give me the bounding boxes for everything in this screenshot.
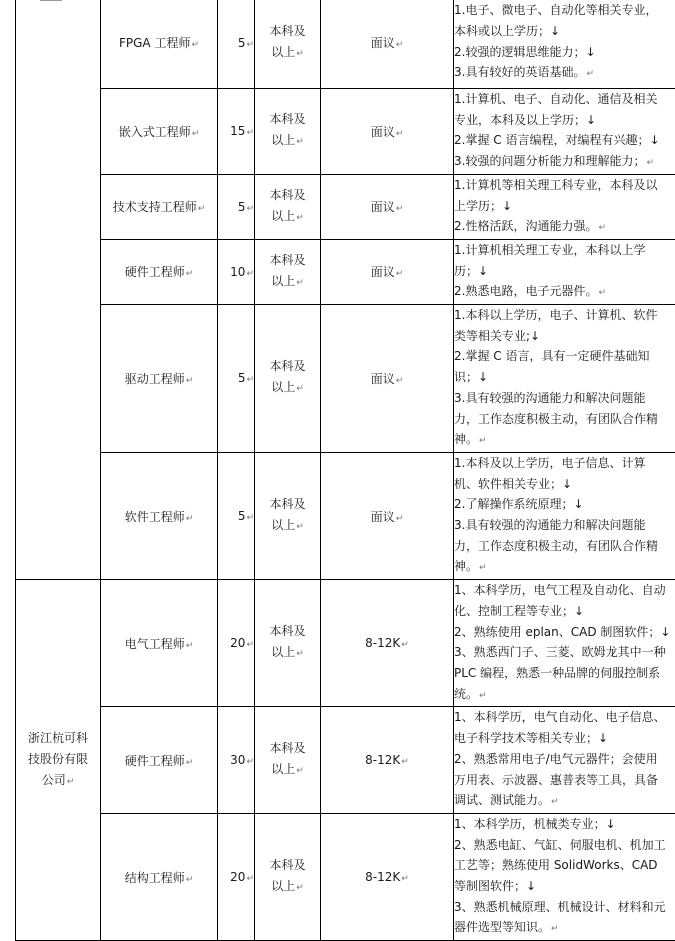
job-title-cell [101, 580, 218, 707]
requirement-line [454, 515, 675, 536]
job-title: 硬件工程师 [125, 265, 185, 279]
requirements-cell [454, 707, 675, 814]
requirement-line [454, 642, 675, 663]
salary-cell [321, 707, 454, 814]
requirements-cell [454, 813, 675, 940]
headcount-cell [218, 580, 255, 707]
paragraph-mark-icon: ↵ [396, 376, 404, 386]
requirement-line [454, 814, 675, 835]
paragraph-mark-icon: ↵ [246, 757, 254, 767]
job-title: 结构工程师 [125, 871, 185, 885]
salary-cell [321, 0, 454, 89]
requirement-text: 1、本科学历，电气工程及自动化、自动 [454, 583, 666, 597]
salary: 面议 [371, 200, 395, 214]
paragraph-mark-icon: ↵ [67, 777, 75, 787]
requirement-text: 2.较强的逻辑思维能力；↓ [454, 45, 596, 59]
requirement-line [454, 429, 675, 452]
paragraph-mark-icon: ↵ [479, 691, 487, 701]
paragraph-mark-icon: ↵ [396, 40, 404, 50]
requirement-text: 工艺等；熟练使用 SolidWorks、CAD [454, 858, 658, 872]
requirement-line [454, 21, 675, 42]
requirement-text: 3.较强的问题分析能力和理解能力； [454, 154, 645, 168]
education-cell [255, 707, 321, 814]
paragraph-mark-icon: ↵ [186, 758, 194, 768]
requirement-line [454, 216, 675, 239]
paragraph-mark-icon: ↵ [246, 640, 254, 650]
requirement-text: 历；↓ [454, 264, 488, 278]
job-title: FPGA 工程师 [119, 36, 190, 50]
requirement-text: 2.掌握 C 语言，具有一定硬件基础知 [454, 349, 649, 363]
company-cell [16, 580, 101, 941]
requirement-text: 3.具有较好的英语基础。 [454, 65, 585, 79]
education-line: 本科及 [269, 624, 305, 638]
education-cell [255, 305, 321, 453]
job-title-cell [101, 89, 218, 175]
job-title: 驱动工程师 [125, 372, 185, 386]
requirement-text: 力，工作态度积极主动，有团队合作精 [454, 412, 658, 426]
salary-cell [321, 174, 454, 239]
paragraph-mark-icon: ↵ [296, 384, 304, 394]
requirement-text: 2、熟练使用 eplan、CAD 制图软件；↓ [454, 625, 670, 639]
requirement-line [454, 0, 675, 21]
headcount-cell [218, 174, 255, 239]
requirement-line [454, 474, 675, 495]
paragraph-mark-icon: ↵ [192, 129, 200, 139]
education-line: 以上 [271, 879, 295, 893]
requirements-cell [454, 305, 675, 453]
requirement-line [454, 876, 675, 897]
requirement-text: 1.计算机相关理工专业，本科以上学 [454, 243, 645, 257]
paragraph-mark-icon: ↵ [296, 278, 304, 288]
requirement-text: 1、本科学历，机械类专业；↓ [454, 817, 616, 831]
requirements-cell [454, 239, 675, 304]
requirement-line [454, 835, 675, 856]
paragraph-mark-icon: ↵ [551, 797, 559, 807]
education-cell [255, 0, 321, 89]
requirement-text: 机、软件相关专业；↓ [454, 477, 572, 491]
requirement-text: 力，工作态度积极主动，有团队合作精 [454, 539, 658, 553]
table-row [16, 452, 675, 579]
requirement-text: 类等相关专业;↓ [454, 329, 540, 343]
headcount-cell [218, 89, 255, 175]
requirement-line [454, 790, 675, 813]
paragraph-mark-icon: ↵ [191, 40, 199, 50]
requirement-line [454, 601, 675, 622]
table-row [16, 0, 675, 89]
table-row [16, 813, 675, 940]
paragraph-mark-icon: ↵ [646, 158, 654, 168]
paragraph-mark-icon: ↵ [401, 757, 409, 767]
salary: 8-12K [365, 636, 400, 650]
job-title: 电气工程师 [125, 637, 185, 651]
requirement-line [454, 388, 675, 409]
requirement-line [454, 728, 675, 749]
requirements-cell [454, 174, 675, 239]
requirement-line [454, 240, 675, 261]
salary: 8-12K [365, 753, 400, 767]
education-line: 本科及 [269, 112, 305, 126]
headcount-cell [218, 239, 255, 304]
education-line: 以上 [271, 133, 295, 147]
requirement-line [454, 707, 675, 728]
company-name-line: 公司 [42, 773, 66, 787]
headcount: 20 [230, 870, 245, 884]
requirement-line [454, 281, 675, 304]
headcount: 30 [230, 753, 245, 767]
requirement-line [454, 367, 675, 388]
education-line: 以上 [271, 380, 295, 394]
paragraph-mark-icon: ↵ [186, 376, 194, 386]
requirement-text: 神。 [454, 432, 478, 446]
paragraph-mark-icon: ↵ [296, 213, 304, 223]
education-line: 本科及 [269, 188, 305, 202]
requirement-text: 2、熟悉常用电子/电气元器件；会使用 [454, 752, 658, 766]
requirement-line [454, 684, 675, 707]
job-title-cell [101, 813, 218, 940]
requirement-line [454, 130, 675, 151]
education-line: 本科及 [269, 858, 305, 872]
requirement-text: 1.计算机等相关理工科专业，本科及以 [454, 178, 657, 192]
education-line: 本科及 [269, 497, 305, 511]
requirement-text: 2、熟悉电缸、气缸、伺服电机、机加工 [454, 838, 666, 852]
headcount: 20 [230, 636, 245, 650]
requirement-line [454, 346, 675, 367]
salary: 面议 [371, 510, 395, 524]
requirement-text: 上学历；↓ [454, 199, 512, 213]
paragraph-mark-icon: ↵ [598, 223, 606, 233]
requirement-line [454, 453, 675, 474]
requirement-text: 1.本科及以上学历，电子信息、计算 [454, 456, 645, 470]
headcount-cell [218, 305, 255, 453]
requirement-text: 化、控制工程等专业；↓ [454, 604, 584, 618]
job-title-cell [101, 0, 218, 89]
paragraph-mark-icon: ↵ [296, 522, 304, 532]
job-title-cell [101, 305, 218, 453]
requirement-text: 识；↓ [454, 370, 488, 384]
table-row [16, 580, 675, 707]
education-cell [255, 452, 321, 579]
job-table [15, 0, 675, 941]
headcount: 5 [238, 200, 246, 214]
salary: 8-12K [365, 870, 400, 884]
paragraph-mark-icon: ↵ [246, 128, 254, 138]
requirement-line [454, 261, 675, 282]
job-title-cell [101, 174, 218, 239]
headcount: 15 [230, 124, 245, 138]
paragraph-mark-icon: ↵ [396, 204, 404, 214]
requirement-text: 2.掌握 C 语言编程，对编程有兴趣；↓ [454, 133, 660, 147]
job-title-cell [101, 707, 218, 814]
paragraph-mark-icon: ↵ [186, 514, 194, 524]
headcount: 5 [238, 371, 246, 385]
requirement-line [454, 305, 675, 326]
job-title: 嵌入式工程师 [119, 125, 191, 139]
requirement-text: 调试、测试能力。 [454, 793, 550, 807]
paragraph-mark-icon: ↵ [186, 269, 194, 279]
requirement-line [454, 770, 675, 791]
paragraph-mark-icon: ↵ [551, 924, 559, 934]
requirement-text: PLC 编程，熟悉一种品牌的伺服控制系 [454, 666, 660, 680]
paragraph-mark-icon: ↵ [246, 269, 254, 279]
requirement-line [454, 110, 675, 131]
education-line: 本科及 [269, 359, 305, 373]
requirement-line [454, 175, 675, 196]
requirement-text: 3.具有较强的沟通能力和解决问题能 [454, 391, 645, 405]
requirement-line [454, 89, 675, 110]
requirement-line [454, 897, 675, 918]
requirement-text: 本科或以上学历；↓ [454, 24, 560, 38]
requirement-line [454, 749, 675, 770]
salary-cell [321, 580, 454, 707]
requirement-text: 1.电子、微电子、自动化等相关专业， [454, 3, 657, 17]
paragraph-mark-icon: ↵ [401, 640, 409, 650]
requirement-line [454, 196, 675, 217]
education-line: 本科及 [269, 253, 305, 267]
paragraph-mark-icon: ↵ [246, 40, 254, 50]
education-line: 以上 [271, 762, 295, 776]
requirement-text: 2.了解操作系统原理；↓ [454, 497, 584, 511]
job-title: 技术支持工程师 [113, 200, 197, 214]
education-cell [255, 89, 321, 175]
job-title-cell [101, 452, 218, 579]
headcount-cell [218, 0, 255, 89]
paragraph-mark-icon: ↵ [586, 69, 594, 79]
requirement-text: 万用表、示波器、惠普表等工具，具备 [454, 773, 658, 787]
requirement-text: 器件选型等知识。 [454, 920, 550, 934]
company-name-line: 技股份有限 [28, 752, 88, 766]
company-cell [16, 0, 101, 580]
requirement-text: 专业，本科及以上学历；↓ [454, 113, 596, 127]
salary: 面议 [371, 372, 395, 386]
requirement-line [454, 622, 675, 643]
paragraph-mark-icon: ↵ [401, 874, 409, 884]
paragraph-mark-icon: ↵ [246, 513, 254, 523]
requirements-cell [454, 0, 675, 89]
paragraph-mark-icon: ↵ [479, 563, 487, 573]
paragraph-mark-icon: ↵ [598, 288, 606, 298]
paragraph-mark-icon: ↵ [396, 129, 404, 139]
salary-cell [321, 305, 454, 453]
education-cell [255, 813, 321, 940]
paragraph-mark-icon: ↵ [296, 883, 304, 893]
requirement-text: 3、熟悉西门子、三菱、欧姆龙其中一种 [454, 645, 666, 659]
table-row [16, 707, 675, 814]
requirement-text: 1、本科学历，电气自动化、电子信息、 [454, 710, 666, 724]
requirement-text: 等制图软件；↓ [454, 879, 536, 893]
paragraph-mark-icon: ↵ [246, 874, 254, 884]
education-cell [255, 174, 321, 239]
education-line: 本科及 [269, 24, 305, 38]
paragraph-mark-icon: ↵ [246, 204, 254, 214]
salary: 面议 [371, 125, 395, 139]
requirement-text: 2.性格活跃，沟通能力强。 [454, 219, 597, 233]
requirement-line [454, 409, 675, 430]
requirement-text: 1.计算机、电子、自动化、通信及相关 [454, 92, 657, 106]
salary: 面议 [371, 265, 395, 279]
requirements-cell [454, 580, 675, 707]
requirement-line [454, 494, 675, 515]
salary-cell [321, 239, 454, 304]
requirement-line [454, 151, 675, 174]
paragraph-mark-icon: ↵ [186, 641, 194, 651]
headcount-cell [218, 707, 255, 814]
paragraph-mark-icon: ↵ [396, 514, 404, 524]
paragraph-mark-icon: ↵ [296, 649, 304, 659]
requirement-text: 3、熟悉机械原理、机械设计、材料和元 [454, 900, 666, 914]
job-table-body [16, 0, 675, 941]
requirement-text: 2.熟悉电路，电子元器件。 [454, 284, 597, 298]
requirement-text: 3.具有较强的沟通能力和解决问题能 [454, 518, 645, 532]
headcount-cell [218, 452, 255, 579]
requirement-text: 神。 [454, 559, 478, 573]
table-row [16, 239, 675, 304]
education-cell [255, 580, 321, 707]
requirement-line [454, 917, 675, 940]
table-row [16, 305, 675, 453]
requirement-line [454, 663, 675, 684]
table-row [16, 174, 675, 239]
company-name-line: 浙江杭可科 [28, 731, 88, 745]
requirement-line [454, 536, 675, 557]
headcount-cell [218, 813, 255, 940]
salary-cell [321, 89, 454, 175]
requirement-text: 1.本科以上学历，电子、计算机、软件 [454, 308, 657, 322]
education-line: 以上 [271, 209, 295, 223]
requirement-line [454, 62, 675, 85]
requirement-text: 电子科学技术等相关专业；↓ [454, 731, 608, 745]
paragraph-mark-icon: ↵ [186, 875, 194, 885]
requirement-line [454, 326, 675, 347]
headcount: 5 [238, 36, 246, 50]
paragraph-mark-icon: ↵ [296, 766, 304, 776]
salary: 面议 [371, 36, 395, 50]
paragraph-mark-icon: ↵ [246, 375, 254, 385]
headcount: 10 [230, 265, 245, 279]
paragraph-mark-icon: ↵ [296, 137, 304, 147]
paragraph-mark-icon: ↵ [296, 49, 304, 59]
job-title-cell [101, 239, 218, 304]
headcount: 5 [238, 509, 246, 523]
paragraph-mark-icon: ↵ [198, 204, 206, 214]
education-line: 以上 [271, 645, 295, 659]
paragraph-mark-icon: ↵ [479, 436, 487, 446]
requirements-cell [454, 452, 675, 579]
paragraph-mark-icon: ↵ [396, 269, 404, 279]
job-title: 软件工程师 [125, 510, 185, 524]
salary-cell [321, 813, 454, 940]
education-line: 以上 [271, 518, 295, 532]
education-cell [255, 239, 321, 304]
job-title: 硬件工程师 [125, 754, 185, 768]
requirement-line [454, 42, 675, 63]
requirement-text: 统。 [454, 687, 478, 701]
education-line: 以上 [271, 274, 295, 288]
requirement-line [454, 580, 675, 601]
education-line: 以上 [271, 45, 295, 59]
table-row [16, 89, 675, 175]
salary-cell [321, 452, 454, 579]
requirements-cell [454, 89, 675, 175]
requirement-line [454, 556, 675, 579]
education-line: 本科及 [269, 741, 305, 755]
requirement-line [454, 855, 675, 876]
